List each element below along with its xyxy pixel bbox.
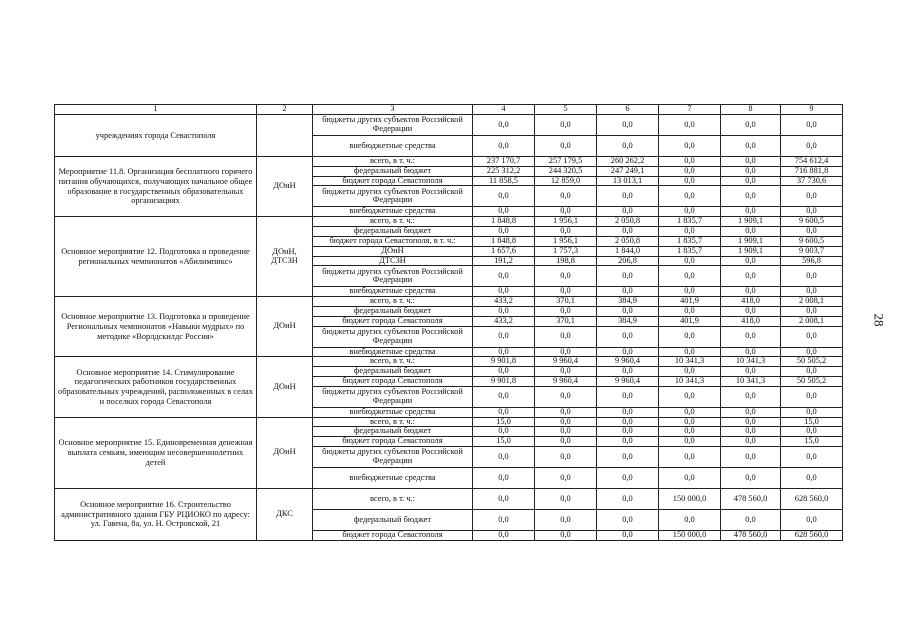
- funding-amount: 0,0: [781, 266, 843, 287]
- funding-amount: 596,8: [781, 256, 843, 266]
- funding-amount: 0,0: [659, 407, 721, 417]
- funding-amount: 0,0: [659, 166, 721, 176]
- funding-amount: 260 262,2: [597, 157, 659, 167]
- funding-source: ДОиН: [313, 246, 473, 256]
- funding-amount: 50 505,2: [781, 357, 843, 367]
- responsible-executor: ДОиН, ДТСЗН: [257, 217, 313, 297]
- responsible-executor: ДКС: [257, 489, 313, 541]
- funding-amount: 0,0: [659, 510, 721, 531]
- funding-amount: 0,0: [473, 386, 535, 407]
- funding-source: бюджет города Севастополя: [313, 377, 473, 387]
- funding-amount: 50 505,2: [781, 377, 843, 387]
- funding-amount: 370,1: [535, 316, 597, 326]
- funding-amount: 0,0: [781, 386, 843, 407]
- funding-amount: 0,0: [473, 510, 535, 531]
- funding-amount: 0,0: [597, 115, 659, 136]
- funding-amount: 0,0: [721, 256, 781, 266]
- funding-amount: 0,0: [659, 287, 721, 297]
- funding-amount: 0,0: [721, 306, 781, 316]
- funding-amount: 247 249,1: [597, 166, 659, 176]
- funding-amount: 0,0: [721, 157, 781, 167]
- funding-amount: 0,0: [535, 227, 597, 237]
- funding-amount: 0,0: [473, 367, 535, 377]
- funding-amount: 0,0: [659, 417, 721, 427]
- funding-amount: 370,1: [535, 297, 597, 307]
- funding-amount: 0,0: [721, 437, 781, 447]
- funding-amount: 0,0: [597, 407, 659, 417]
- funding-amount: 0,0: [721, 417, 781, 427]
- funding-amount: 11 858,5: [473, 176, 535, 186]
- funding-amount: 15,0: [781, 417, 843, 427]
- funding-amount: 0,0: [473, 227, 535, 237]
- funding-amount: 418,0: [721, 316, 781, 326]
- funding-amount: 0,0: [659, 468, 721, 489]
- funding-amount: 0,0: [473, 427, 535, 437]
- column-number: 3: [313, 105, 473, 115]
- funding-amount: 0,0: [597, 306, 659, 316]
- column-number-row: [55, 105, 843, 115]
- funding-amount: 628 560,0: [781, 531, 843, 541]
- funding-source: федеральный бюджет: [313, 227, 473, 237]
- funding-amount: 0,0: [659, 347, 721, 357]
- column-number: 6: [597, 105, 659, 115]
- activity-description: Мероприятие 11.8. Организация бесплатного горячего питания обучающихся, получающих начальное общее образование в государственных образовательных организациях: [55, 157, 257, 217]
- table-row: [55, 115, 843, 136]
- funding-amount: 15,0: [781, 437, 843, 447]
- funding-amount: 433,2: [473, 316, 535, 326]
- funding-amount: 0,0: [781, 347, 843, 357]
- funding-amount: 9 901,8: [473, 377, 535, 387]
- funding-amount: 0,0: [473, 531, 535, 541]
- funding-source: федеральный бюджет: [313, 367, 473, 377]
- funding-amount: 0,0: [597, 347, 659, 357]
- funding-amount: 37 730,6: [781, 176, 843, 186]
- funding-amount: 0,0: [535, 207, 597, 217]
- funding-amount: 0,0: [597, 287, 659, 297]
- funding-amount: 0,0: [597, 437, 659, 447]
- funding-source: всего, в т. ч.:: [313, 417, 473, 427]
- funding-source: внебюджетные средства: [313, 287, 473, 297]
- funding-amount: 15,0: [473, 437, 535, 447]
- funding-amount: 0,0: [659, 157, 721, 167]
- activity-description: Основное мероприятие 12. Подготовка и проведение региональных чемпионатов «Абилимпикс»: [55, 217, 257, 297]
- funding-amount: 0,0: [535, 266, 597, 287]
- table-body: [55, 105, 843, 541]
- funding-amount: 10 341,3: [659, 357, 721, 367]
- funding-amount: 0,0: [597, 136, 659, 157]
- funding-amount: 9 600,5: [781, 217, 843, 227]
- funding-source: всего, в т. ч.:: [313, 489, 473, 510]
- funding-amount: 9 960,4: [535, 357, 597, 367]
- funding-amount: 0,0: [535, 186, 597, 207]
- funding-amount: 1 956,1: [535, 217, 597, 227]
- responsible-executor: ДОиН: [257, 297, 313, 357]
- funding-amount: 225 312,2: [473, 166, 535, 176]
- funding-amount: 0,0: [659, 227, 721, 237]
- funding-amount: 384,9: [597, 316, 659, 326]
- table-row: [55, 417, 843, 427]
- funding-amount: 401,9: [659, 316, 721, 326]
- funding-amount: 10 341,3: [721, 357, 781, 367]
- funding-amount: 0,0: [781, 115, 843, 136]
- funding-amount: 0,0: [597, 468, 659, 489]
- funding-amount: 0,0: [535, 115, 597, 136]
- funding-amount: 0,0: [721, 176, 781, 186]
- funding-amount: 2 050,8: [597, 236, 659, 246]
- funding-amount: 0,0: [597, 510, 659, 531]
- table-row: [55, 357, 843, 367]
- column-number: 1: [55, 105, 257, 115]
- funding-amount: 0,0: [535, 407, 597, 417]
- funding-amount: 0,0: [781, 306, 843, 316]
- funding-amount: 0,0: [721, 186, 781, 207]
- funding-amount: 0,0: [781, 468, 843, 489]
- funding-amount: 0,0: [473, 136, 535, 157]
- funding-source: всего, в т. ч.:: [313, 217, 473, 227]
- funding-amount: 0,0: [535, 437, 597, 447]
- funding-amount: 0,0: [535, 367, 597, 377]
- funding-source: внебюджетные средства: [313, 407, 473, 417]
- funding-amount: 0,0: [473, 407, 535, 417]
- funding-amount: 9 960,4: [597, 377, 659, 387]
- funding-source: бюджеты других субъектов Российской Федерации: [313, 266, 473, 287]
- funding-amount: 0,0: [659, 136, 721, 157]
- column-number: 2: [257, 105, 313, 115]
- funding-amount: 0,0: [659, 437, 721, 447]
- funding-amount: 716 881,8: [781, 166, 843, 176]
- funding-amount: 0,0: [597, 227, 659, 237]
- funding-source: федеральный бюджет: [313, 166, 473, 176]
- funding-amount: 1 909,1: [721, 217, 781, 227]
- funding-amount: 0,0: [473, 306, 535, 316]
- column-number: 5: [535, 105, 597, 115]
- funding-amount: 628 560,0: [781, 489, 843, 510]
- funding-amount: 1 657,6: [473, 246, 535, 256]
- funding-source: бюджеты других субъектов Российской Федерации: [313, 326, 473, 347]
- funding-amount: 0,0: [721, 468, 781, 489]
- funding-amount: 9 960,4: [535, 377, 597, 387]
- funding-amount: 418,0: [721, 297, 781, 307]
- funding-source: всего, в т. ч.:: [313, 297, 473, 307]
- funding-amount: 478 560,0: [721, 489, 781, 510]
- funding-amount: 0,0: [659, 427, 721, 437]
- funding-amount: 0,0: [535, 531, 597, 541]
- funding-amount: 0,0: [659, 186, 721, 207]
- funding-source: ДТСЗН: [313, 256, 473, 266]
- funding-amount: 0,0: [597, 386, 659, 407]
- funding-amount: 0,0: [597, 447, 659, 468]
- funding-amount: 0,0: [597, 427, 659, 437]
- funding-amount: 0,0: [781, 186, 843, 207]
- funding-amount: 1 835,7: [659, 217, 721, 227]
- funding-amount: 0,0: [659, 306, 721, 316]
- funding-source: внебюджетные средства: [313, 136, 473, 157]
- activity-description: Основное мероприятие 14. Стимулирование педагогических работников государственных образовательных учреждений, расположенных в селах и поселках города Севастополя: [55, 357, 257, 417]
- funding-amount: 0,0: [721, 207, 781, 217]
- funding-amount: 0,0: [659, 326, 721, 347]
- funding-amount: 0,0: [597, 266, 659, 287]
- funding-amount: 0,0: [597, 489, 659, 510]
- responsible-executor: ДОиН: [257, 417, 313, 488]
- funding-amount: 0,0: [535, 489, 597, 510]
- funding-amount: 0,0: [721, 287, 781, 297]
- funding-amount: 0,0: [721, 386, 781, 407]
- funding-source: бюджеты других субъектов Российской Федерации: [313, 186, 473, 207]
- funding-amount: 0,0: [535, 417, 597, 427]
- funding-source: бюджеты других субъектов Российской Федерации: [313, 115, 473, 136]
- activity-description: Основное мероприятие 13. Подготовка и проведение Региональных чемпионатов «Навыки мудрых» по методике «Ворлдскилдс Россия»: [55, 297, 257, 357]
- column-number: 9: [781, 105, 843, 115]
- funding-amount: 0,0: [721, 266, 781, 287]
- funding-amount: 0,0: [597, 207, 659, 217]
- funding-amount: 0,0: [721, 427, 781, 437]
- funding-source: бюджет города Севастополя: [313, 316, 473, 326]
- responsible-executor: ДОиН: [257, 157, 313, 217]
- funding-amount: 1 848,8: [473, 236, 535, 246]
- funding-amount: 0,0: [721, 367, 781, 377]
- funding-amount: 206,8: [597, 256, 659, 266]
- funding-source: всего, в т. ч.:: [313, 157, 473, 167]
- funding-amount: 1 909,1: [721, 246, 781, 256]
- funding-amount: 191,2: [473, 256, 535, 266]
- funding-amount: 0,0: [473, 347, 535, 357]
- funding-amount: 9 901,8: [473, 357, 535, 367]
- table-row: [55, 489, 843, 510]
- funding-amount: 2 008,1: [781, 297, 843, 307]
- funding-amount: 0,0: [597, 326, 659, 347]
- funding-amount: 0,0: [659, 115, 721, 136]
- funding-amount: 0,0: [721, 407, 781, 417]
- funding-amount: 0,0: [781, 287, 843, 297]
- funding-amount: 0,0: [721, 326, 781, 347]
- funding-source: всего, в т. ч.:: [313, 357, 473, 367]
- funding-amount: 0,0: [597, 531, 659, 541]
- funding-amount: 12 859,0: [535, 176, 597, 186]
- funding-amount: 9 960,4: [597, 357, 659, 367]
- funding-amount: 1 844,0: [597, 246, 659, 256]
- funding-amount: 2 008,1: [781, 316, 843, 326]
- funding-source: внебюджетные средства: [313, 347, 473, 357]
- column-number: 4: [473, 105, 535, 115]
- funding-amount: 244 320,5: [535, 166, 597, 176]
- funding-amount: 0,0: [535, 287, 597, 297]
- funding-source: бюджеты других субъектов Российской Федерации: [313, 386, 473, 407]
- funding-amount: 0,0: [659, 367, 721, 377]
- funding-amount: 401,9: [659, 297, 721, 307]
- funding-amount: 0,0: [781, 227, 843, 237]
- funding-source: федеральный бюджет: [313, 510, 473, 531]
- activity-description: Основное мероприятие 15. Единовременная денежная выплата семьям, имеющим несовершеннолетних детей: [55, 417, 257, 488]
- activity-description: учреждениях города Севастополя: [55, 115, 257, 157]
- funding-amount: 0,0: [535, 427, 597, 437]
- table-row: [55, 157, 843, 167]
- funding-source: бюджет города Севастополя: [313, 437, 473, 447]
- funding-amount: 10 341,3: [659, 377, 721, 387]
- funding-amount: 0,0: [473, 266, 535, 287]
- funding-source: внебюджетные средства: [313, 207, 473, 217]
- funding-amount: 0,0: [535, 326, 597, 347]
- funding-amount: 257 179,5: [535, 157, 597, 167]
- responsible-executor: ДОиН: [257, 357, 313, 417]
- funding-amount: 1 848,8: [473, 217, 535, 227]
- funding-amount: 0,0: [659, 447, 721, 468]
- funding-amount: 150 000,0: [659, 489, 721, 510]
- funding-amount: 0,0: [721, 227, 781, 237]
- funding-amount: 13 013,1: [597, 176, 659, 186]
- funding-amount: 0,0: [659, 207, 721, 217]
- funding-amount: 384,9: [597, 297, 659, 307]
- column-number: 8: [721, 105, 781, 115]
- funding-amount: 754 612,4: [781, 157, 843, 167]
- funding-amount: 0,0: [597, 186, 659, 207]
- funding-source: федеральный бюджет: [313, 306, 473, 316]
- funding-amount: 1 757,3: [535, 246, 597, 256]
- funding-amount: 0,0: [473, 186, 535, 207]
- funding-amount: 0,0: [721, 347, 781, 357]
- funding-amount: 0,0: [535, 386, 597, 407]
- funding-amount: 0,0: [781, 326, 843, 347]
- funding-amount: 15,0: [473, 417, 535, 427]
- funding-amount: 0,0: [473, 447, 535, 468]
- funding-amount: 0,0: [781, 367, 843, 377]
- funding-amount: 0,0: [781, 207, 843, 217]
- funding-amount: 0,0: [535, 510, 597, 531]
- funding-amount: 0,0: [721, 115, 781, 136]
- funding-source: бюджет города Севастополя: [313, 176, 473, 186]
- funding-amount: 237 170,7: [473, 157, 535, 167]
- funding-amount: 0,0: [473, 326, 535, 347]
- funding-amount: 0,0: [473, 489, 535, 510]
- funding-amount: 1 835,7: [659, 246, 721, 256]
- funding-amount: 0,0: [659, 176, 721, 186]
- funding-amount: 0,0: [781, 407, 843, 417]
- funding-amount: 0,0: [597, 367, 659, 377]
- funding-amount: 0,0: [781, 510, 843, 531]
- funding-amount: 9 600,5: [781, 236, 843, 246]
- funding-amount: 0,0: [597, 417, 659, 427]
- funding-source: бюджет города Севастополя: [313, 531, 473, 541]
- funding-amount: 1 956,1: [535, 236, 597, 246]
- responsible-executor: [257, 115, 313, 157]
- funding-amount: 0,0: [535, 468, 597, 489]
- funding-amount: 150 000,0: [659, 531, 721, 541]
- funding-amount: 0,0: [473, 287, 535, 297]
- funding-amount: 0,0: [781, 427, 843, 437]
- funding-amount: 0,0: [535, 447, 597, 468]
- funding-amount: 433,2: [473, 297, 535, 307]
- funding-amount: 0,0: [781, 447, 843, 468]
- table-row: [55, 217, 843, 227]
- funding-amount: 0,0: [721, 510, 781, 531]
- funding-amount: 0,0: [721, 166, 781, 176]
- funding-amount: 0,0: [535, 136, 597, 157]
- page-number: 28: [871, 313, 887, 327]
- activity-description: Основное мероприятие 16. Строительство административного здания ГБУ РЦИОКО по адресу: ул. Гавена, 8а, ул. Н. Островской, 21: [55, 489, 257, 541]
- funding-amount: 1 835,7: [659, 236, 721, 246]
- funding-amount: 0,0: [473, 115, 535, 136]
- funding-source: внебюджетные средства: [313, 468, 473, 489]
- budget-table: [54, 104, 843, 541]
- table-row: [55, 297, 843, 307]
- funding-amount: 0,0: [473, 468, 535, 489]
- funding-amount: 2 050,8: [597, 217, 659, 227]
- funding-amount: 0,0: [781, 136, 843, 157]
- funding-amount: 0,0: [535, 306, 597, 316]
- funding-amount: 0,0: [721, 136, 781, 157]
- funding-source: федеральный бюджет: [313, 427, 473, 437]
- funding-amount: 0,0: [659, 386, 721, 407]
- funding-amount: 198,8: [535, 256, 597, 266]
- funding-amount: 0,0: [473, 207, 535, 217]
- funding-amount: 0,0: [535, 347, 597, 357]
- funding-source: бюджеты других субъектов Российской Федерации: [313, 447, 473, 468]
- funding-amount: 10 341,3: [721, 377, 781, 387]
- funding-amount: 0,0: [659, 266, 721, 287]
- funding-amount: 1 909,1: [721, 236, 781, 246]
- column-number: 7: [659, 105, 721, 115]
- funding-amount: 478 560,0: [721, 531, 781, 541]
- funding-amount: 0,0: [721, 447, 781, 468]
- funding-source: бюджет города Севастополя, в т. ч.:: [313, 236, 473, 246]
- funding-amount: 0,0: [659, 256, 721, 266]
- funding-amount: 9 003,7: [781, 246, 843, 256]
